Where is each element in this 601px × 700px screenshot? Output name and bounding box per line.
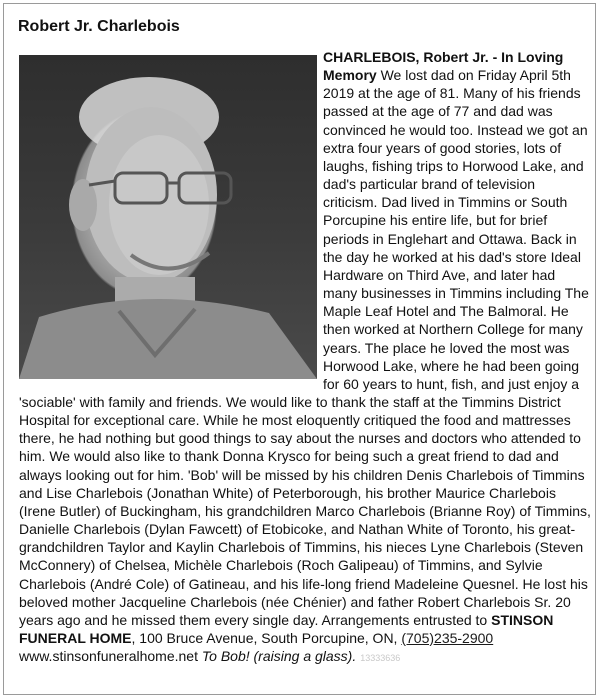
reference-number: 13333636 [360,653,401,664]
phone-link[interactable]: (705)235-2900 [401,630,494,646]
funeral-home-name: STINSON FUNERAL HOME [19,611,554,646]
obituary-heading: CHARLEBOIS, Robert Jr. - In Loving Memory [323,49,564,84]
obituary-card [3,3,596,695]
funeral-home-address: , 100 Bruce Avenue, South Porcupine, ON, [131,630,398,646]
website-link[interactable]: www.stinsonfuneralhome.net [19,648,198,665]
closing-toast: To Bob! (raising a glass). [201,648,357,665]
obituary-text: We lost dad on Friday April 5th 2019 at the age of 81. Many of his friends passed at the age of 77 and dad was convinced he would too. Instead we got an extra four years of good stories, lots of laughs, fishing trips to Horwood Lake, and dad's particular brand of television criticism. Dad lived in Timmins or South Porcupine his entire life, but for brief periods in Englehart and Ottawa. Back in the day he worked at his dad's store Ideal Hardware on Third Ave, and later had many businesses in Timmins including The Maple Leaf Hotel and The Balmoral. He then worked at Northern College for many years. The place he loved the most was Horwood Lake, where he had been going for 60 years to hunt, fish, and just enjoy a 'sociable' with family and friends. We would like to thank the staff at the Timmins District Hospital for exceptional care. While he most eloquently critiqued the food and mattresses there, he had nothing but good things to say about the nurses and doctors who attended to him. We would also like to thank Donna Krysco for being such a great friend to dad and always looking out for him. 'Bob' will be missed by his children Denis Charlebois of Timmins and Lise Charlebois (Jonathan White) of Peterborough, his brother Maurice Charlebois (Irene Butler) of Buckingham, his grandchildren Marco Charlebois (Brianne Roy) of Timmins, Danielle Charlebois (Dylan Fawcett) of Etobicoke, and Nathan White of Toronto, his great-grandchildren Taylor and Kaylin Charlebois of Timmins, his nieces Lyne Charlebois (Steven McConnery) of Chelsea, Michèle Charlebois (Roch Galipeau) of Timmins, and Sylvie Charlebois (André Cole) of Gatineau, and his life-long friend Madeleine Quesnel. He lost his beloved mother Jacqueline Charlebois (née Chénier) and father Robert Charlebois Sr. 20 years ago and he missed them every single day. Arrangements entrusted to [19,67,591,628]
obituary-body [19,48,591,667]
page-title: Robert Jr. Charlebois [18,18,180,35]
portrait-photo [19,55,317,379]
portrait-illustration [19,55,317,379]
